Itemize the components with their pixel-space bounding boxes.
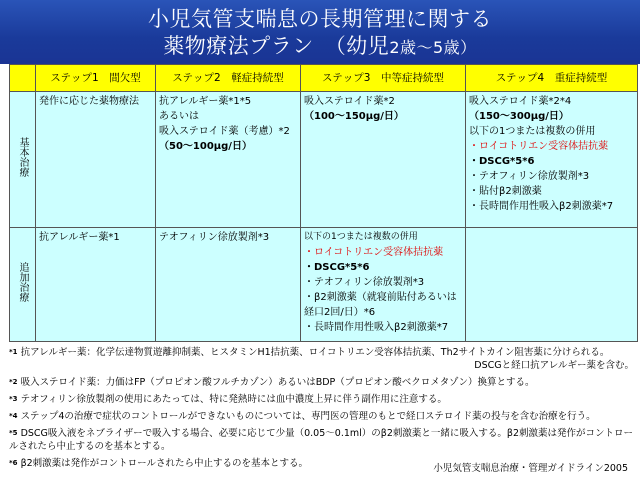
- header-step2: ステップ2 軽症持続型: [156, 65, 301, 92]
- additional-step3-item3: ・テオフィリン徐放製剤*3: [304, 277, 425, 288]
- footnote-text-2: DSCGと経口抗アレルギー薬を含む。: [474, 360, 634, 371]
- footnote-2: [9, 376, 634, 389]
- header-step4: ステップ4 重症持続型: [466, 65, 638, 92]
- basic-step3-line2: （100〜150μg/日）: [304, 111, 404, 122]
- title-bar: [0, 0, 640, 64]
- footnotes: [9, 346, 634, 474]
- additional-step3-line1: 以下の1つまたは複数の併用: [304, 232, 418, 242]
- cell-basic-step1: 発作に応じた薬物療法: [36, 92, 156, 228]
- treatment-plan-table: [9, 64, 638, 342]
- footnote-text: ステップ4の治療で症状のコントロールができないものについては、専門医の管理のもとで経口ステロイド薬の投与を含む治療を行う。: [20, 411, 596, 422]
- title-line-2: [0, 33, 640, 61]
- footnote-text: 吸入ステロイド薬：力価はFP（プロピオン酸フルチカゾン）あるいはBDP（プロピオン酸ベクロメタゾン）換算とする。: [20, 377, 535, 388]
- title-main: 薬物療法プラン （幼児: [163, 34, 390, 58]
- footnote-mark: *2: [9, 378, 18, 386]
- footnote-text: β2刺激薬は発作がコントロールされたら中止するのを基本とする。: [20, 458, 308, 469]
- basic-step4-item2: ・DSCG*5*6: [469, 156, 535, 167]
- additional-step3-item5: ・長時間作用性吸入β2刺激薬*7: [304, 322, 449, 333]
- footnote-mark: *3: [9, 395, 18, 403]
- source-citation: 小児気管支喘息治療・管理ガイドライン2005: [433, 463, 628, 474]
- basic-step4-item4: ・貼付β2刺激薬: [469, 186, 542, 197]
- basic-step4-item1: ・ロイコトリエン受容体拮抗薬: [469, 141, 609, 152]
- header-corner: [10, 65, 36, 92]
- footnote-1: [9, 346, 634, 372]
- footnote-text: DSCG吸入液をネブライザーで吸入する場合、必要に応じて少量（0.05〜0.1ml）のβ2刺激薬と一緒に吸入する。β2刺激薬は発作がコントロールされたら中止するのを基本とする。: [9, 428, 633, 452]
- basic-step4-item3: ・テオフィリン徐放製剤*3: [469, 171, 590, 182]
- row-label-basic-text: 基本治療: [17, 137, 28, 177]
- basic-step4-line2: （150〜300μg/日）: [469, 111, 569, 122]
- title-line-1: 小児気管支喘息の長期管理に関する: [148, 7, 492, 31]
- basic-step4-line3: 以下の1つまたは複数の併用: [469, 126, 596, 137]
- footnote-text: 抗アレルギー薬：化学伝達物質遊離抑制薬、ヒスタミンH1拮抗薬、ロイコトリエン受容体拮抗薬、Th2サイトカイン阻害薬に分けられる。: [20, 347, 610, 358]
- cell-basic-step4: [466, 92, 638, 228]
- cell-additional-step3: [301, 228, 466, 342]
- additional-step3-item1: ・ロイコトリエン受容体拮抗薬: [304, 247, 444, 258]
- cell-additional-step4: [466, 228, 638, 342]
- footnote-mark: *5: [9, 429, 18, 437]
- basic-step4-item5: ・長時間作用性吸入β2刺激薬*7: [469, 201, 614, 212]
- basic-step4-line1: 吸入ステロイド薬*2*4: [469, 96, 572, 107]
- table-row-basic: [10, 92, 638, 228]
- footnote-mark: *1: [9, 348, 18, 356]
- basic-step2-line3: 吸入ステロイド薬（考慮）*2: [159, 126, 290, 137]
- footnote-5: [9, 427, 634, 453]
- table-header-row: [10, 65, 638, 92]
- header-step1: ステップ1 間欠型: [36, 65, 156, 92]
- footnote-mark: *4: [9, 412, 18, 420]
- row-label-additional-text: 追加治療: [17, 262, 28, 302]
- cell-additional-step2: テオフィリン徐放製剤*3: [156, 228, 301, 342]
- cell-basic-step2: [156, 92, 301, 228]
- basic-step2-line1: 抗アレルギー薬*1*5: [159, 96, 252, 107]
- basic-step2-line4: （50〜100μg/日）: [159, 141, 252, 152]
- footnote-mark: *6: [9, 459, 18, 467]
- row-label-basic: [10, 92, 36, 228]
- additional-step3-item4: ・β2刺激薬（就寝前貼付あるいは経口2回/日）*6: [304, 292, 457, 318]
- footnote-3: [9, 393, 634, 406]
- header-step3: ステップ3 中等症持続型: [301, 65, 466, 92]
- footnote-4: [9, 410, 634, 423]
- basic-step2-line2: あるいは: [159, 111, 199, 122]
- title-age: 2歳〜5歳）: [389, 38, 477, 57]
- table-row-additional: [10, 228, 638, 342]
- footnote-text: テオフィリン徐放製剤の使用にあたっては、特に発熱時には血中濃度上昇に伴う副作用に注意する。: [20, 394, 447, 405]
- cell-basic-step3: [301, 92, 466, 228]
- basic-step3-line1: 吸入ステロイド薬*2: [304, 96, 395, 107]
- row-label-additional: [10, 228, 36, 342]
- cell-additional-step1: 抗アレルギー薬*1: [36, 228, 156, 342]
- additional-step3-item2: ・DSCG*5*6: [304, 262, 370, 273]
